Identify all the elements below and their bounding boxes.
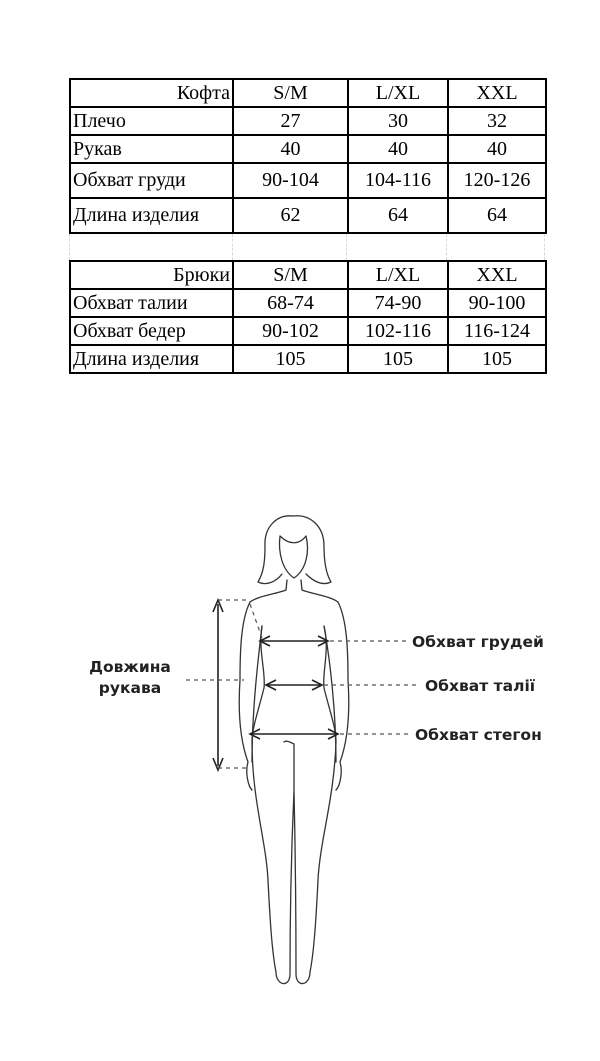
table-header-row	[70, 79, 546, 107]
row-label-cell: Плечо	[70, 107, 233, 135]
row-label-cell: Обхват талии	[70, 289, 233, 317]
gridline	[544, 234, 545, 260]
value-cell: 27	[233, 107, 348, 135]
shoulder-guide	[250, 604, 262, 638]
value-cell: 105	[348, 345, 448, 373]
legs-outline	[252, 741, 336, 983]
table-row	[70, 289, 546, 317]
value-cell: 32	[448, 107, 546, 135]
table-row	[70, 135, 546, 163]
value-cell: 40	[348, 135, 448, 163]
size-header-cell: L/XL	[348, 261, 448, 289]
value-cell: 30	[348, 107, 448, 135]
gridline	[346, 234, 347, 260]
size-header-cell: S/M	[233, 261, 348, 289]
sleeve-length-label-line2: рукава	[98, 679, 162, 697]
value-cell: 64	[448, 198, 546, 233]
gridline	[446, 234, 447, 260]
value-cell: 40	[233, 135, 348, 163]
row-label-cell: Рукав	[70, 135, 233, 163]
value-cell: 102-116	[348, 317, 448, 345]
table-row	[70, 163, 546, 198]
table-row	[70, 198, 546, 233]
hair-outline	[258, 516, 331, 584]
jacket-size-table	[69, 78, 547, 234]
row-label-cell: Длина изделия	[70, 198, 233, 233]
value-cell: 105	[448, 345, 546, 373]
row-label-cell: Длина изделия	[70, 345, 233, 373]
value-cell: 62	[233, 198, 348, 233]
value-cell: 90-104	[233, 163, 348, 198]
body-measurement-diagram	[0, 500, 600, 1000]
table-row	[70, 107, 546, 135]
value-cell: 104-116	[348, 163, 448, 198]
face-outline	[280, 536, 308, 578]
gridline	[232, 234, 233, 260]
value-cell: 90-102	[233, 317, 348, 345]
table-title-cell: Брюки	[70, 261, 233, 289]
value-cell: 120-126	[448, 163, 546, 198]
waist-girth-label: Обхват талії	[425, 677, 536, 695]
value-cell: 74-90	[348, 289, 448, 317]
table-row	[70, 345, 546, 373]
value-cell: 90-100	[448, 289, 546, 317]
value-cell: 116-124	[448, 317, 546, 345]
value-cell: 68-74	[233, 289, 348, 317]
right-arm-outline	[324, 602, 349, 790]
value-cell: 64	[348, 198, 448, 233]
size-header-cell: S/M	[233, 79, 348, 107]
hips-girth-label: Обхват стегон	[415, 726, 542, 744]
value-cell: 40	[448, 135, 546, 163]
size-header-cell: XXL	[448, 261, 546, 289]
gridline	[69, 234, 70, 260]
row-label-cell: Обхват груди	[70, 163, 233, 198]
table-title-cell: Кофта	[70, 79, 233, 107]
size-header-cell: L/XL	[348, 79, 448, 107]
row-label-cell: Обхват бедер	[70, 317, 233, 345]
size-header-cell: XXL	[448, 79, 546, 107]
sleeve-length-label-line1: Довжина	[89, 658, 171, 676]
pants-size-table	[69, 260, 547, 374]
table-header-row	[70, 261, 546, 289]
chest-girth-label: Обхват грудей	[412, 633, 544, 651]
value-cell: 105	[233, 345, 348, 373]
left-arm-outline	[239, 602, 262, 790]
table-row	[70, 317, 546, 345]
